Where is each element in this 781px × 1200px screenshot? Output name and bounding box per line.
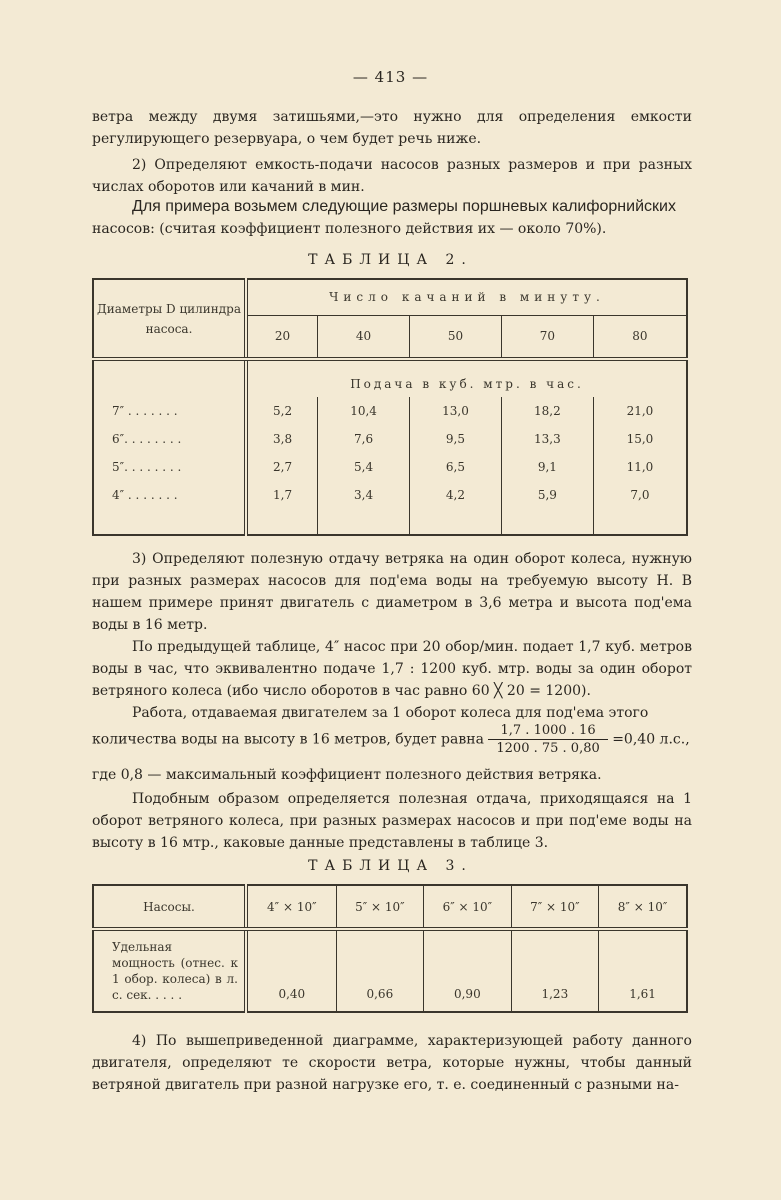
table-2-cell: 6,5 xyxy=(410,453,502,481)
paragraph-3-heading: Для примера возьмем следующие размеры поршневых калифорнийских xyxy=(132,198,676,215)
table-3-col: 5″ × 10″ xyxy=(336,885,424,929)
paragraph-5-text: По предыдущей таблице, 4″ насос при 20 обор/мин. подает 1,7 куб. метров воды в час, что эквивалентно подаче 1,7 : 1200 куб. мтр. воды за один оборот ветряного колеса (ибо число оборотов в час равно 60 ╳ 20 = 1200). xyxy=(92,639,692,699)
paragraph-1: ветра между двумя затишьями,—это нужно для определения емкости регулирующего резервуара, о чем будет речь ниже. xyxy=(92,109,692,147)
table-2-sub-header: Подача в куб. мтр. в час. xyxy=(246,359,687,397)
table-2-cell: 1,7 xyxy=(246,481,318,509)
table-2-cell: 9,5 xyxy=(410,425,502,453)
table-2-cell: 10,4 xyxy=(318,397,410,425)
table-2-row-6 xyxy=(93,425,687,453)
paragraph-8 xyxy=(92,1030,692,1096)
table-2-col-header: Диаметры D цилиндра насоса. xyxy=(93,279,246,359)
table-3-cell: 0,40 xyxy=(246,929,336,1012)
table-2-caption: ТАБЛИЦА 2. xyxy=(308,252,473,268)
paragraph-6-start-text: Работа, отдаваемая двигателем за 1 оборот колеса для под'ема этого xyxy=(132,705,649,721)
table-2-cell: 3,8 xyxy=(246,425,318,453)
table-2-cell: 3,4 xyxy=(318,481,410,509)
table-3-cell: 0,66 xyxy=(336,929,424,1012)
paragraph-5 xyxy=(92,636,692,702)
table-2-col-80: 80 xyxy=(593,315,687,359)
table-3-col: 6″ × 10″ xyxy=(424,885,512,929)
table-3-col: 7″ × 10″ xyxy=(511,885,599,929)
fraction xyxy=(488,722,607,757)
table-2-cell: 2,7 xyxy=(246,453,318,481)
paragraph-4-text: 3) Определяют полезную отдачу ветряка на один оборот колеса, нужную при разных размерах насосов для под'ема воды на требуемую высоту Н. В нашем примере принят двигатель с диаметром в 3,6 метра и высота под'ема воды в 16 метр. xyxy=(92,551,692,633)
paragraph-7 xyxy=(92,788,692,854)
table-2-cell: 5,2 xyxy=(246,397,318,425)
table-2-cell: 11,0 xyxy=(593,453,687,481)
fraction-numerator: 1,7 . 1000 . 16 xyxy=(488,722,607,740)
paragraph-4 xyxy=(92,548,692,636)
table-2-row-label: 4″ . . . . . . . xyxy=(112,488,178,502)
page-number: — 413 — xyxy=(352,68,429,86)
table-2-group-header: Число качаний в минуту. xyxy=(246,279,687,315)
table-2-col-40: 40 xyxy=(318,315,410,359)
table-2-cell: 21,0 xyxy=(593,397,687,425)
table-3-cell: 1,61 xyxy=(599,929,687,1012)
table-2-row-4 xyxy=(93,481,687,509)
table-2 xyxy=(92,278,688,536)
table-2-cell: 5,9 xyxy=(501,481,593,509)
table-3-col: 8″ × 10″ xyxy=(599,885,687,929)
table-3-cell: 1,23 xyxy=(511,929,599,1012)
paragraph-2 xyxy=(92,154,692,198)
table-2-cell: 5,4 xyxy=(318,453,410,481)
table-2-row-5 xyxy=(93,453,687,481)
table-3 xyxy=(92,884,688,1013)
table-2-cell: 9,1 xyxy=(501,453,593,481)
table-2-col-20: 20 xyxy=(246,315,318,359)
table-2-cell: 7,0 xyxy=(593,481,687,509)
table-2-row-label: 6″. . . . . . . . xyxy=(112,432,182,446)
paragraph-6-start xyxy=(92,702,692,724)
paragraph-6-end: где 0,8 — максимальный коэффициент полезного действия ветряка. xyxy=(92,767,602,783)
table-2-col-50: 50 xyxy=(410,315,502,359)
fraction-result: =0,40 л.с., xyxy=(612,731,690,748)
table-2-cell: 13,3 xyxy=(501,425,593,453)
paragraph-3-text: насосов: (считая коэффициент полезного действия их — около 70%). xyxy=(92,221,607,237)
fraction-denominator: 1200 . 75 . 0,80 xyxy=(496,741,600,756)
table-2-row-7 xyxy=(93,397,687,425)
table-2-cell: 18,2 xyxy=(501,397,593,425)
table-3-row-label: Удельная мощность (отнес. к 1 обор. колеса) в л. с. сек. . . . . xyxy=(112,940,238,1002)
table-2-row-label: 5″. . . . . . . . xyxy=(112,460,182,474)
table-2-cell: 13,0 xyxy=(410,397,502,425)
table-2-row-label: 7″ . . . . . . . xyxy=(112,404,178,418)
table-2-cell: 4,2 xyxy=(410,481,502,509)
table-2-cell: 15,0 xyxy=(593,425,687,453)
paragraph-2-text: 2) Определяют емкость-подачи насосов разных размеров и при разных числах оборотов или качаний в мин. xyxy=(92,157,692,195)
formula-line xyxy=(92,722,692,757)
table-3-caption: ТАБЛИЦА 3. xyxy=(308,858,473,874)
table-3-cell: 0,90 xyxy=(424,929,512,1012)
table-2-cell: 7,6 xyxy=(318,425,410,453)
table-3-col: 4″ × 10″ xyxy=(246,885,336,929)
paragraph-8-text: 4) По вышеприведенной диаграмме, характеризующей работу данного двигателя, определяют те скорости ветра, которые нужны, чтобы данный ветряной двигатель при разной нагрузке его, т. е. соединенный с разными на- xyxy=(92,1033,692,1093)
table-3-header-label: Насосы. xyxy=(93,885,246,929)
table-2-col-70: 70 xyxy=(501,315,593,359)
paragraph-3 xyxy=(92,196,692,240)
formula-lead-text: количества воды на высоту в 16 метров, будет равна xyxy=(92,731,484,748)
paragraph-7-text: Подобным образом определяется полезная отдача, приходящаяся на 1 оборот ветряного колеса, при разных размерах насосов и при под'еме воды на высоту в 16 мтр., каковые данные представлены в таблице 3. xyxy=(92,791,692,851)
